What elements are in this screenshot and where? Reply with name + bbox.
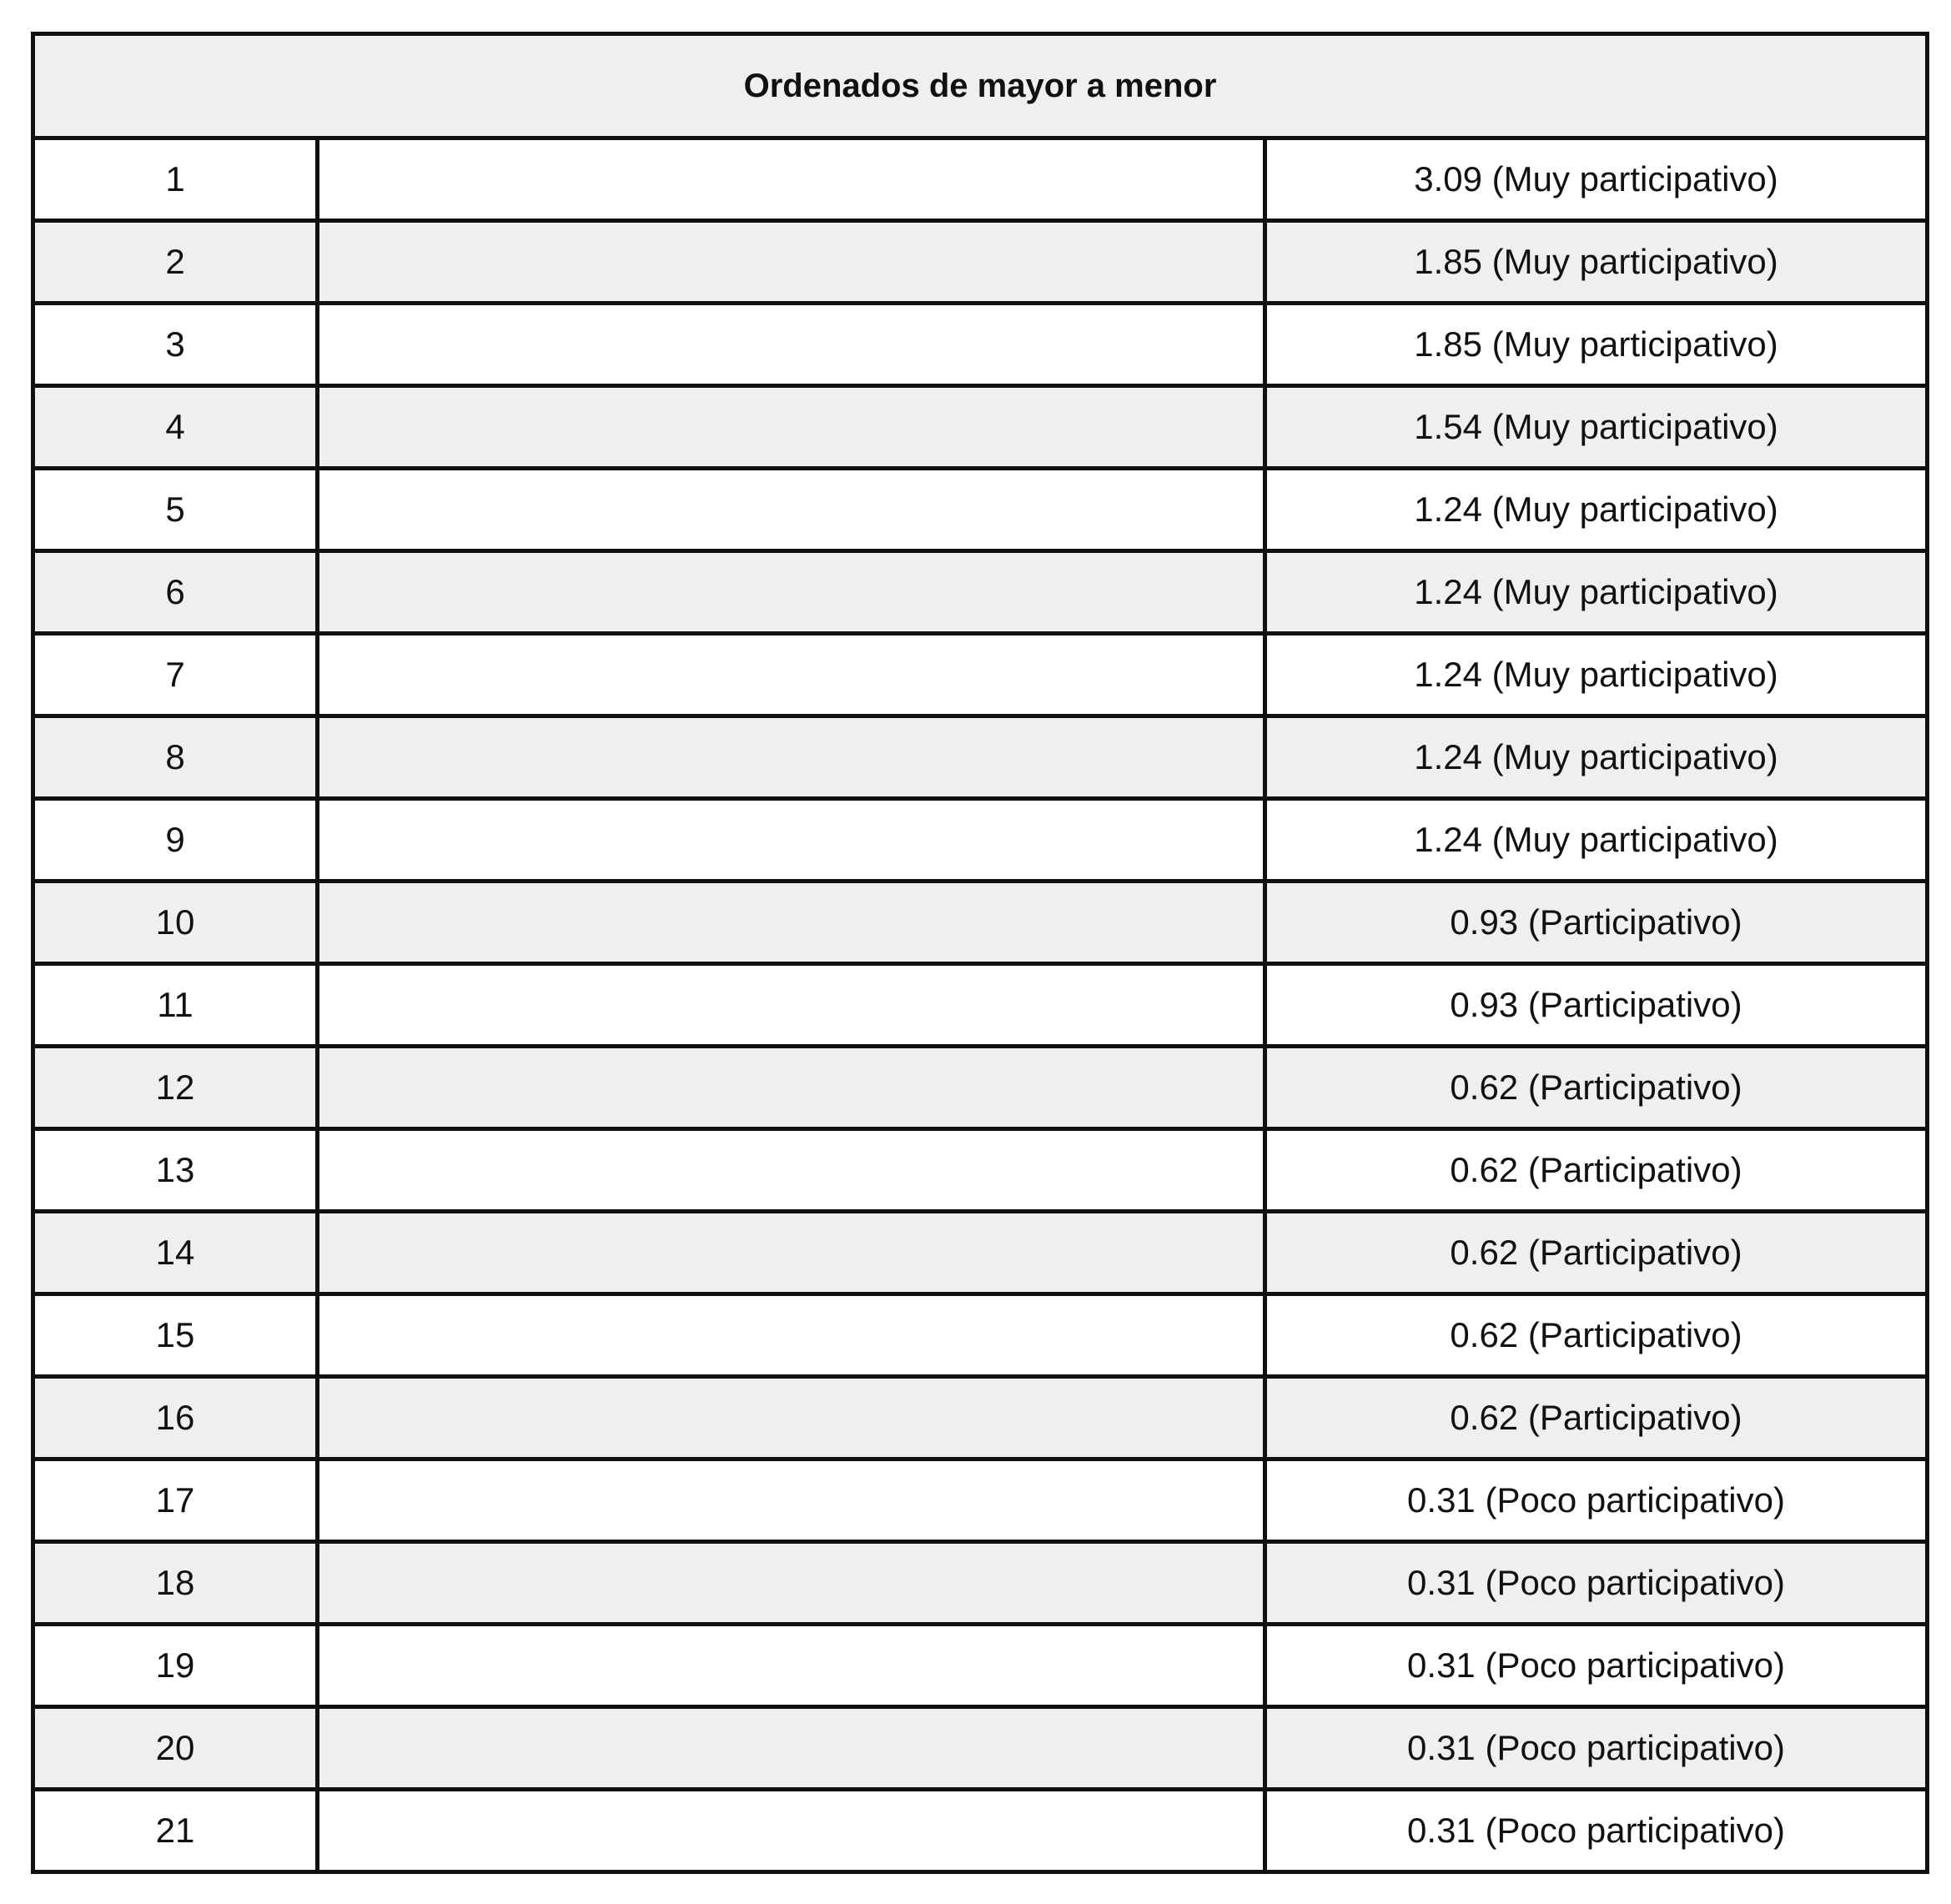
name-cell <box>318 304 1265 386</box>
table-row <box>33 1129 1928 1212</box>
name-cell <box>318 551 1265 634</box>
rank-cell: 6 <box>33 551 318 634</box>
rank-cell: 2 <box>33 221 318 304</box>
table-row <box>33 138 1928 221</box>
name-cell <box>318 1707 1265 1790</box>
score-cell: 0.31 (Poco participativo) <box>1265 1790 1928 1872</box>
rank-cell: 8 <box>33 716 318 799</box>
table-row <box>33 1790 1928 1872</box>
name-cell <box>318 882 1265 964</box>
score-cell: 0.31 (Poco participativo) <box>1265 1542 1928 1625</box>
table-row <box>33 551 1928 634</box>
rank-cell: 20 <box>33 1707 318 1790</box>
score-cell: 0.31 (Poco participativo) <box>1265 1707 1928 1790</box>
score-cell: 0.62 (Participativo) <box>1265 1294 1928 1377</box>
ranking-table-container <box>31 32 1929 1874</box>
name-cell <box>318 799 1265 882</box>
score-cell: 1.24 (Muy participativo) <box>1265 799 1928 882</box>
rank-cell: 11 <box>33 964 318 1047</box>
table-row <box>33 964 1928 1047</box>
score-cell: 0.31 (Poco participativo) <box>1265 1625 1928 1707</box>
rank-cell: 12 <box>33 1047 318 1129</box>
score-cell: 1.24 (Muy participativo) <box>1265 634 1928 716</box>
name-cell <box>318 469 1265 551</box>
name-cell <box>318 221 1265 304</box>
rank-cell: 18 <box>33 1542 318 1625</box>
score-cell: 1.24 (Muy participativo) <box>1265 716 1928 799</box>
rank-cell: 19 <box>33 1625 318 1707</box>
name-cell <box>318 386 1265 469</box>
name-cell <box>318 1047 1265 1129</box>
name-cell <box>318 138 1265 221</box>
table-row <box>33 882 1928 964</box>
name-cell <box>318 1129 1265 1212</box>
table-row <box>33 716 1928 799</box>
score-cell: 0.62 (Participativo) <box>1265 1129 1928 1212</box>
name-cell <box>318 1459 1265 1542</box>
score-cell: 0.31 (Poco participativo) <box>1265 1459 1928 1542</box>
rank-cell: 4 <box>33 386 318 469</box>
rank-cell: 17 <box>33 1459 318 1542</box>
table-row <box>33 634 1928 716</box>
table-row <box>33 386 1928 469</box>
score-cell: 0.62 (Participativo) <box>1265 1047 1928 1129</box>
table-row <box>33 1542 1928 1625</box>
rank-cell: 3 <box>33 304 318 386</box>
table-row <box>33 1047 1928 1129</box>
name-cell <box>318 1625 1265 1707</box>
rank-cell: 16 <box>33 1377 318 1459</box>
table-row <box>33 1459 1928 1542</box>
rank-cell: 1 <box>33 138 318 221</box>
table-row <box>33 469 1928 551</box>
name-cell <box>318 1790 1265 1872</box>
rank-cell: 5 <box>33 469 318 551</box>
score-cell: 1.24 (Muy participativo) <box>1265 469 1928 551</box>
rank-cell: 21 <box>33 1790 318 1872</box>
name-cell <box>318 1377 1265 1459</box>
table-row <box>33 1625 1928 1707</box>
rank-cell: 15 <box>33 1294 318 1377</box>
table-row <box>33 1294 1928 1377</box>
name-cell <box>318 634 1265 716</box>
table-header-title: Ordenados de mayor a menor <box>33 34 1928 138</box>
score-cell: 0.62 (Participativo) <box>1265 1377 1928 1459</box>
rank-cell: 9 <box>33 799 318 882</box>
name-cell <box>318 716 1265 799</box>
score-cell: 1.24 (Muy participativo) <box>1265 551 1928 634</box>
table-row <box>33 221 1928 304</box>
score-cell: 0.93 (Participativo) <box>1265 882 1928 964</box>
score-cell: 0.62 (Participativo) <box>1265 1212 1928 1294</box>
table-header-row <box>33 34 1928 138</box>
table-row <box>33 1377 1928 1459</box>
rank-cell: 7 <box>33 634 318 716</box>
name-cell <box>318 1212 1265 1294</box>
rank-cell: 14 <box>33 1212 318 1294</box>
table-row <box>33 1707 1928 1790</box>
table-row <box>33 304 1928 386</box>
ranking-table <box>31 32 1929 1874</box>
name-cell <box>318 1542 1265 1625</box>
score-cell: 1.54 (Muy participativo) <box>1265 386 1928 469</box>
table-body <box>33 138 1928 1872</box>
score-cell: 3.09 (Muy participativo) <box>1265 138 1928 221</box>
name-cell <box>318 1294 1265 1377</box>
rank-cell: 10 <box>33 882 318 964</box>
rank-cell: 13 <box>33 1129 318 1212</box>
table-row <box>33 799 1928 882</box>
score-cell: 1.85 (Muy participativo) <box>1265 304 1928 386</box>
score-cell: 0.93 (Participativo) <box>1265 964 1928 1047</box>
name-cell <box>318 964 1265 1047</box>
table-row <box>33 1212 1928 1294</box>
score-cell: 1.85 (Muy participativo) <box>1265 221 1928 304</box>
